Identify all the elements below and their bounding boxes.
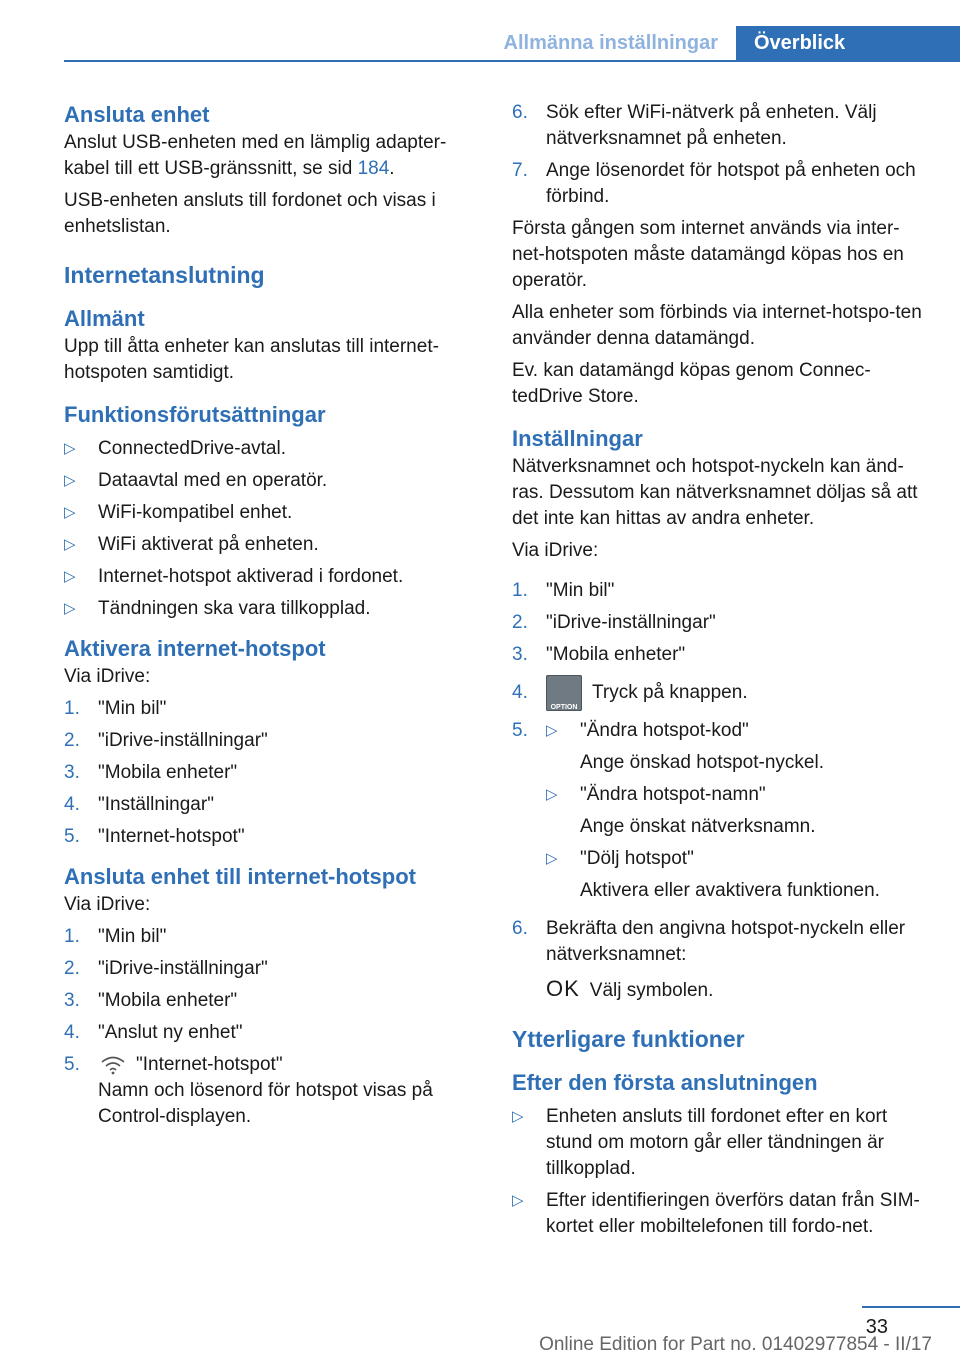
list-item: 4. "Inställningar": [64, 794, 214, 815]
list-item: 2. "iDrive-inställningar": [64, 730, 268, 751]
list-item: ▷ Dataavtal med en operatör.: [64, 468, 484, 494]
step-note: Namn och lösenord för hotspot visas på Control-displayen.: [98, 1080, 433, 1127]
heading-efter: Efter den första anslutningen: [512, 1070, 818, 1095]
list-item: 6. Bekräfta den angivna hotspot-nyckeln eller nätverksnamnet: OK Välj symbolen.: [512, 918, 906, 1001]
sub-item: ▷ "Ändra hotspot-kod": [546, 718, 932, 744]
list-item: 5. "Internet-hotspot" Namn och lösenord för hotspot visas på Control-displayen.: [64, 1052, 484, 1130]
bullet-icon: ▷: [64, 568, 76, 585]
overview-tab[interactable]: Överblick: [736, 26, 960, 60]
list-item: 7. Ange lösenordet för hotspot på enheten och förbind.: [512, 160, 916, 207]
list-item: ▷ Efter identifieringen överförs datan från SIM-kortet eller mobiltelefonen till fordo-net.: [512, 1188, 932, 1240]
settings-steps: [512, 578, 932, 1004]
page-link[interactable]: 184: [357, 158, 390, 179]
list-item: 2. "iDrive-inställningar": [64, 958, 268, 979]
list-item: 6. Sök efter WiFi-nätverk på enheten. Välj nätverksnamnet på enheten.: [512, 102, 877, 149]
header-rule: [64, 60, 960, 62]
list-item: 2. "iDrive-inställningar": [512, 612, 716, 633]
after-list: [512, 1104, 932, 1240]
sub-item-desc: Aktivera eller avaktivera funktionen.: [580, 880, 880, 901]
heading-ansluta-hotspot: Ansluta enhet till internet-hotspot: [64, 864, 416, 889]
via-idrive: Via iDrive:: [64, 666, 151, 687]
sub-item: ▷ "Ändra hotspot-namn": [546, 782, 932, 808]
right-column: [512, 100, 932, 1246]
paragraph-all-devices: Alla enheter som förbinds via internet-hotspo-ten använder denna datamängd.: [512, 302, 922, 349]
paragraph-installningar: Nätverksnamnet och hotspot-nyckeln kan änd-ras. Dessutom kan nätverksnamnet döljas så att det inte kan hittas av andra enheter.: [512, 456, 918, 529]
via-idrive: Via iDrive:: [64, 894, 151, 915]
heading-allmant: Allmänt: [64, 306, 145, 331]
bullet-icon: ▷: [546, 786, 558, 803]
list-item: 1. "Min bil": [64, 926, 167, 947]
list-item: 3. "Mobila enheter": [64, 990, 238, 1011]
sub-item-desc: Ange önskat nätverksnamn.: [580, 816, 816, 837]
bullet-icon: ▷: [64, 536, 76, 553]
heading-installningar: Inställningar: [512, 426, 643, 451]
list-item: 1. "Min bil": [64, 698, 167, 719]
list-item: 3. "Mobila enheter": [512, 644, 686, 665]
list-item: 3. "Mobila enheter": [64, 762, 238, 783]
paragraph-allmant: Upp till åtta enheter kan anslutas till internet-hotspoten samtidigt.: [64, 336, 439, 383]
bullet-icon: ▷: [512, 1108, 524, 1125]
list-item: ▷ ConnectedDrive-avtal.: [64, 436, 484, 462]
ok-icon: OK: [546, 976, 580, 1001]
bullet-icon: ▷: [512, 1192, 524, 1209]
page-header: [0, 0, 960, 62]
list-item: 4. "Anslut ny enhet": [64, 1022, 243, 1043]
via-idrive: Via iDrive:: [512, 540, 599, 561]
sub-item: ▷ "Dölj hotspot": [546, 846, 932, 872]
activate-steps: [64, 696, 484, 850]
sub-item-desc: Ange önskad hotspot-nyckel.: [580, 752, 824, 773]
heading-aktivera: Aktivera internet-hotspot: [64, 636, 326, 661]
requirements-list: [64, 436, 484, 622]
list-item: ▷ Enheten ansluts till fordonet efter en kort stund om motorn går eller tändningen är tillkopplad.: [512, 1104, 932, 1182]
bullet-icon: ▷: [64, 472, 76, 489]
paragraph-first-use: Första gången som internet används via inter-net-hotspoten måste datamängd köpas hos en operatör.: [512, 218, 904, 291]
bullet-icon: ▷: [546, 722, 558, 739]
continued-steps: [512, 100, 932, 210]
list-item: ▷ Tändningen ska vara tillkopplad.: [64, 596, 484, 622]
footer-rule: [862, 1306, 960, 1308]
option-button-icon: OPTION: [546, 675, 582, 711]
list-item: 5. ▷ "Ändra hotspot-kod" Ange önskad hotspot-nyckel. ▷ "Ändra hotspot-namn" Ange önskat nätverksnamn. ▷ "Dölj hotspot" Aktivera eller avaktivera funktionen.: [512, 718, 932, 910]
bullet-icon: ▷: [64, 440, 76, 457]
list-item: 5. "Internet-hotspot": [64, 826, 245, 847]
heading-internetanslutning: Internetanslutning: [64, 262, 265, 288]
wifi-icon: [98, 1055, 128, 1075]
paragraph-usb-list: USB-enheten ansluts till fordonet och visas i enhetslistan.: [64, 190, 436, 237]
left-column: [64, 100, 484, 1136]
list-item: 4. OPTION Tryck på knappen.: [512, 674, 932, 712]
list-item: ▷ WiFi-kompatibel enhet.: [64, 500, 484, 526]
paragraph-store: Ev. kan datamängd köpas genom Connec-tedDrive Store.: [512, 360, 871, 407]
list-item: 1. "Min bil": [512, 580, 615, 601]
list-item: ▷ WiFi aktiverat på enheten.: [64, 532, 484, 558]
section-tab[interactable]: Allmänna inställningar: [503, 32, 718, 54]
connect-steps: [64, 924, 484, 1130]
bullet-icon: ▷: [64, 600, 76, 617]
heading-ytterligare: Ytterligare funktioner: [512, 1026, 745, 1052]
paragraph-usb: Anslut USB-enheten med en lämplig adapter-kabel till ett USB-gränssnitt, se sid 184.: [64, 132, 447, 179]
heading-forutsattningar: Funktionsförutsättningar: [64, 402, 326, 427]
list-item: ▷ Internet-hotspot aktiverad i fordonet.: [64, 564, 484, 590]
footer-edition: Online Edition for Part no. 01402977854 - II/17: [539, 1334, 932, 1355]
page-number: 33: [865, 1316, 888, 1338]
bullet-icon: ▷: [64, 504, 76, 521]
bullet-icon: ▷: [546, 850, 558, 867]
heading-ansluta-enhet: Ansluta enhet: [64, 102, 210, 127]
